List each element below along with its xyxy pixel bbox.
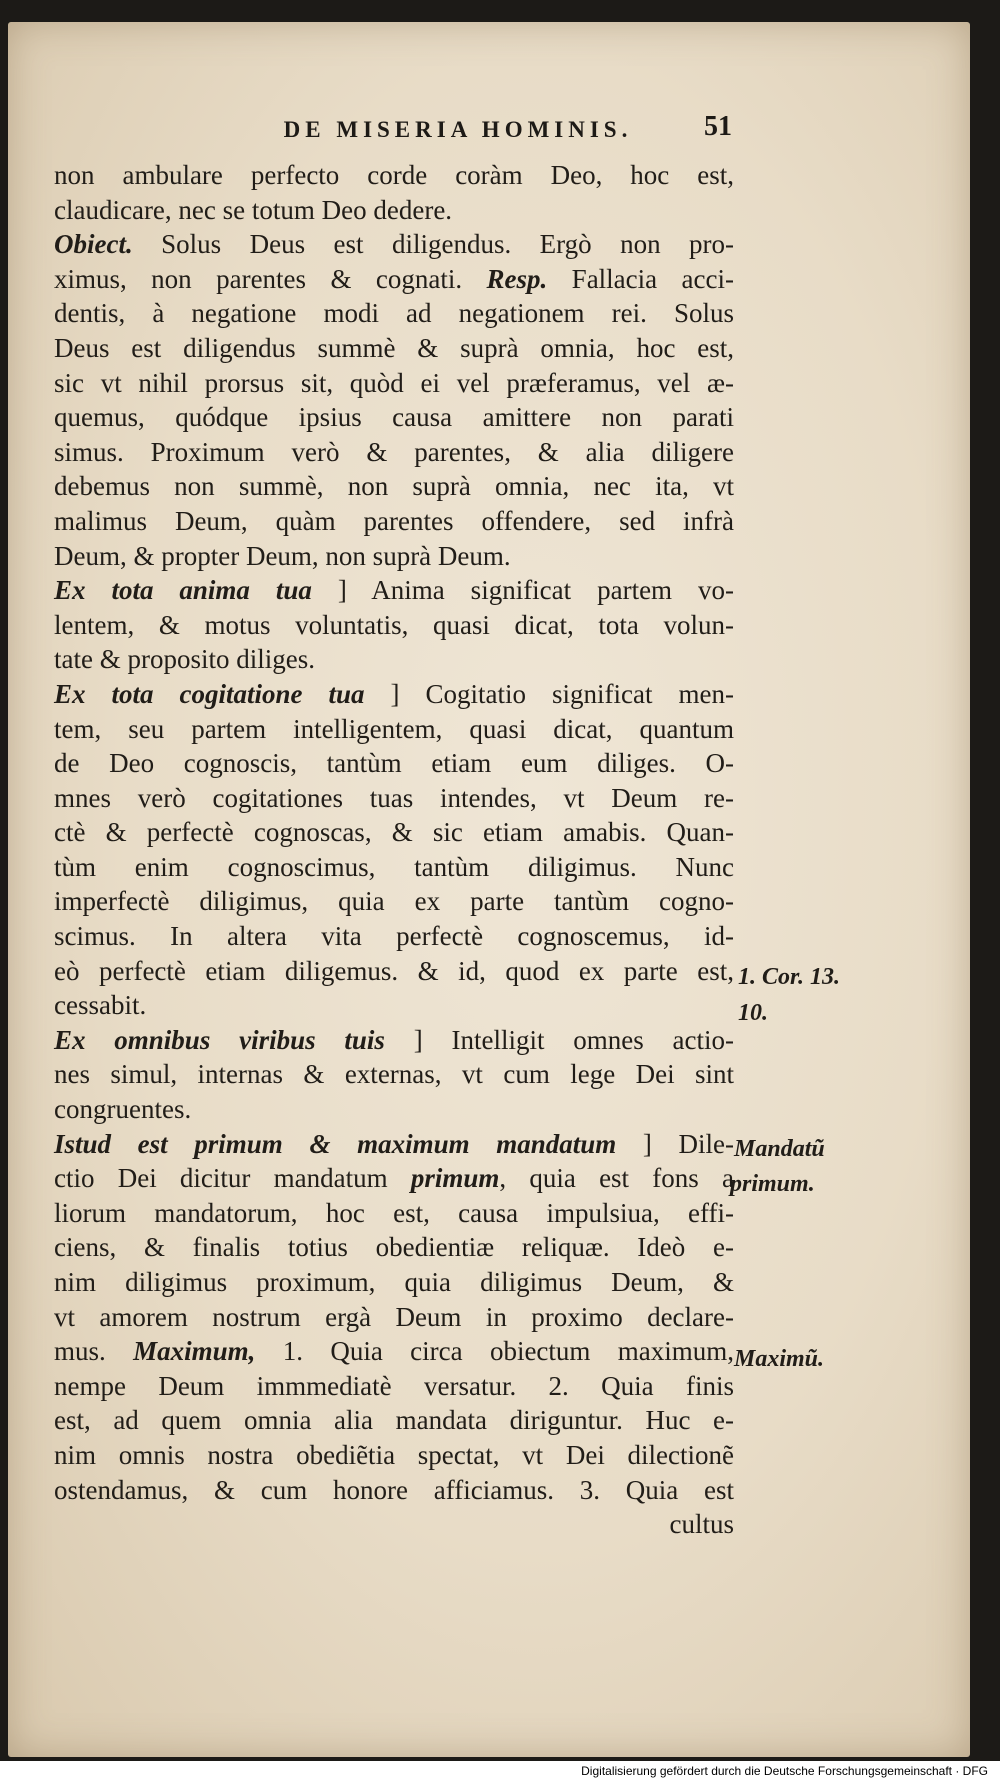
line-text: dentis, à negatione modi ad negationem rei. Solus xyxy=(54,298,734,329)
text-line xyxy=(54,331,734,366)
line-text: ciens, & finalis totius obedientiæ reliquæ. Ideò e- xyxy=(54,1232,734,1263)
line-text: nes simul, internas & externas, vt cum lege Dei sint xyxy=(54,1059,734,1090)
line-text: debemus non summè, non suprà omnia, nec ita, vt xyxy=(54,471,734,502)
line-text: tùm enim cognoscimus, tantùm diligimus. Nunc xyxy=(54,851,734,882)
text-line xyxy=(54,1023,734,1058)
line-text: ctè & perfectè cognoscas, & sic etiam amabis. Quan- xyxy=(54,817,734,848)
italic-term: Resp. xyxy=(486,263,548,294)
line-text: lentem, & motus voluntatis, quasi dicat, tota volun- xyxy=(54,609,734,640)
text-line xyxy=(54,1092,734,1127)
running-header: DE MISERIA HOMINIS. xyxy=(283,117,633,142)
line-text: ] Intelligit omnes actio- xyxy=(384,1024,734,1055)
text-line xyxy=(54,919,734,954)
line-text: ] Cogitatio significat men- xyxy=(364,678,734,709)
line-text: ostendamus, & cum honore afficiamus. 3. Quia est xyxy=(54,1474,734,1505)
text-line xyxy=(54,815,734,850)
text-line xyxy=(54,988,734,1023)
line-text: imperfectè diligimus, quia ex parte tantùm cogno- xyxy=(54,886,734,917)
text-line xyxy=(54,1057,734,1092)
line-text: scimus. In altera vita perfectè cognoscemus, id- xyxy=(54,921,734,952)
italic-lemma: Istud est primum & maximum mandatum xyxy=(54,1128,617,1159)
margin-note-mandatum: Mandatũ xyxy=(734,1136,825,1162)
text-line xyxy=(54,608,734,643)
line-text: Deus est diligendus summè & suprà omnia, hoc est, xyxy=(54,332,734,363)
line-text: tate & proposito diliges. xyxy=(54,644,315,675)
text-line xyxy=(54,539,734,574)
book-page xyxy=(8,22,970,1757)
italic-lemma: Obiect. xyxy=(54,229,133,260)
line-text: liorum mandatorum, hoc est, causa impulsiua, effi- xyxy=(54,1197,734,1228)
italic-lemma: Ex tota cogitatione tua xyxy=(54,678,365,709)
margin-note-primum: primum. xyxy=(730,1171,815,1197)
text-line xyxy=(54,1473,734,1508)
text-line xyxy=(54,504,734,539)
line-text: est, ad quem omnia alia mandata diriguntur. Huc e- xyxy=(54,1405,734,1436)
line-text: mnes verò cogitationes tuas intendes, vt Deum re- xyxy=(54,782,734,813)
italic-term: primum xyxy=(410,1163,500,1194)
text-line xyxy=(54,954,734,989)
text-line xyxy=(54,435,734,470)
line-text: nempe Deum immmediatè versatur. 2. Quia finis xyxy=(54,1370,734,1401)
text-line xyxy=(54,1265,734,1300)
text-line xyxy=(54,642,734,677)
text-line xyxy=(54,262,734,297)
line-text: cultus xyxy=(669,1509,734,1540)
line-text: de Deo cognoscis, tantùm etiam eum diliges. O- xyxy=(54,748,734,779)
italic-lemma: Ex omnibus viribus tuis xyxy=(54,1024,385,1055)
line-text: nim diligimus proximum, quia diligimus Deum, & xyxy=(54,1267,734,1297)
line-text-continued: , quia est fons a xyxy=(499,1163,734,1194)
line-text: ximus, non parentes & cognati. xyxy=(54,263,487,294)
line-text: Solus Deus est diligendus. Ergò non pro- xyxy=(132,229,734,260)
text-line xyxy=(54,193,734,228)
text-line xyxy=(54,781,734,816)
line-text: ] Anima significat partem vo- xyxy=(311,575,734,606)
line-text: ] Dile- xyxy=(616,1128,734,1159)
text-line xyxy=(54,850,734,885)
text-line xyxy=(54,677,734,712)
text-line xyxy=(54,366,734,401)
page-body-text xyxy=(54,158,734,1542)
text-line xyxy=(54,1230,734,1265)
line-text-continued: 1. Quia circa obiectum maximum, xyxy=(255,1336,734,1367)
line-text: sic vt nihil prorsus sit, quòd ei vel præferamus, vel æ- xyxy=(54,367,734,398)
text-line xyxy=(54,1161,734,1196)
text-line xyxy=(54,1334,734,1369)
text-line xyxy=(54,1507,734,1542)
margin-note-maximum: Maximũ. xyxy=(734,1346,825,1372)
line-text: eò perfectè etiam diligemus. & id, quod ex parte est, xyxy=(54,955,734,986)
text-line xyxy=(54,1438,734,1473)
line-text: ctio Dei dicitur mandatum xyxy=(54,1163,411,1194)
line-text: tem, seu partem intelligentem, quasi dicat, quantum xyxy=(54,713,734,744)
line-text: mus. xyxy=(54,1336,134,1367)
line-text: claudicare, nec se totum Deo dedere. xyxy=(54,194,453,225)
line-text: congruentes. xyxy=(54,1094,192,1125)
margin-note-cor-ref: 1. Cor. 13. xyxy=(738,964,841,990)
line-text: Deum, & propter Deum, non suprà Deum. xyxy=(54,540,511,571)
text-line xyxy=(54,400,734,435)
text-line xyxy=(54,573,734,608)
line-text: malimus Deum, quàm parentes offendere, sed infrà xyxy=(54,505,734,536)
text-line xyxy=(54,884,734,919)
italic-lemma: Ex tota anima tua xyxy=(54,575,312,606)
text-line xyxy=(54,712,734,747)
text-line xyxy=(54,227,734,262)
line-text: cessabit. xyxy=(54,990,147,1021)
text-line xyxy=(54,296,734,331)
text-line xyxy=(54,1196,734,1231)
line-text: quemus, quódque ipsius causa amittere non parati xyxy=(54,402,734,433)
dfg-footer: Digitalisierung gefördert durch die Deutsche Forschungsgemeinschaft · DFG xyxy=(577,1763,992,1779)
line-text: non ambulare perfecto corde coràm Deo, hoc est, xyxy=(54,160,734,190)
italic-term: Maximum, xyxy=(133,1336,256,1367)
text-line xyxy=(54,746,734,781)
text-line xyxy=(54,1369,734,1404)
text-line xyxy=(54,1300,734,1335)
line-text: nim omnis nostra obediẽtia spectat, vt Dei dilectionẽ xyxy=(54,1439,734,1470)
text-line xyxy=(54,469,734,504)
text-line xyxy=(54,1127,734,1162)
line-text: simus. Proximum verò & parentes, & alia diligere xyxy=(54,436,734,467)
line-text: vt amorem nostrum ergà Deum in proximo declare- xyxy=(54,1301,734,1332)
text-line xyxy=(54,1403,734,1438)
text-line xyxy=(54,158,734,193)
margin-note-cor-ref-verse: 10. xyxy=(738,1000,768,1026)
page-number: 51 xyxy=(704,111,732,142)
line-text-continued: Fallacia acci- xyxy=(547,263,734,294)
